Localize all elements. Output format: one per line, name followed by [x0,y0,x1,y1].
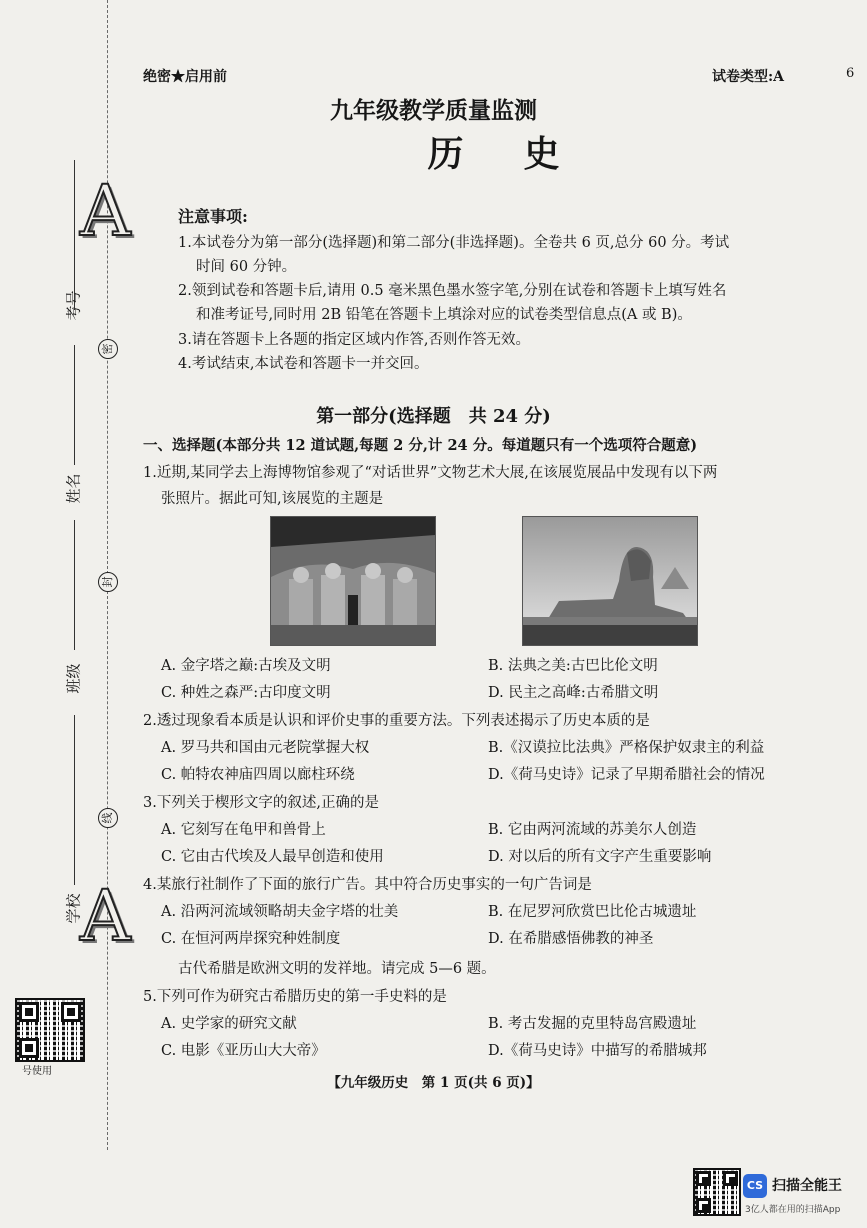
q1-photo-sphinx [522,516,698,646]
q4-stem: 4.某旅行社制作了下面的旅行广告。其中符合历史事实的一句广告词是 [143,877,592,893]
seal-xian: 线 [98,808,118,828]
q3-option-d: D. 对以后的所有文字产生重要影响 [488,849,712,865]
note-line-4: 4.考试结束,本试卷和答题卡一并交回。 [178,356,429,372]
q3-option-c: C. 它由古代埃及人最早创造和使用 [161,849,384,865]
q4-option-a: A. 沿两河流域领略胡夫金字塔的壮美 [161,904,399,920]
q5-option-d: D.《荷马史诗》中描写的希腊城邦 [488,1043,707,1059]
q5-6-intro: 古代希腊是欧洲文明的发祥地。请完成 5—6 题。 [178,961,496,977]
q1-option-a: A. 金字塔之巅:古埃及文明 [161,658,331,674]
seal-feng: 封 [98,572,118,592]
side-qr-caption: 号使用 [22,1066,52,1077]
exam-number-line [74,160,75,310]
q3-option-b: B. 它由两河流域的苏美尔人创造 [488,822,697,838]
watermark-tagline: 3亿人都在用的扫描App [745,1205,841,1215]
q4-option-c: C. 在恒河两岸探究种姓制度 [161,931,341,947]
q3-stem: 3.下列关于楔形文字的叙述,正确的是 [143,795,379,811]
q2-option-b: B.《汉谟拉比法典》严格保护奴隶主的利益 [488,740,765,756]
q5-option-c: C. 电影《亚历山大大帝》 [161,1043,326,1059]
label-class: 班级 [64,663,83,694]
q5-option-a: A. 史学家的研究文献 [161,1016,297,1032]
q5-option-b: B. 考古发掘的克里特岛宫殿遗址 [488,1016,697,1032]
q1-stem-line2: 张照片。据此可知,该展览的主题是 [161,491,384,507]
note-line-3: 3.请在答题卡上各题的指定区域内作答,否则作答无效。 [178,332,530,348]
exam-title: 九年级教学质量监测 [330,97,537,124]
label-name: 姓名 [64,473,83,504]
q1-option-d: D. 民主之高峰:古希腊文明 [488,685,659,701]
subject-title: 历 史 [427,133,560,175]
q2-option-c: C. 帕特农神庙四周以廊柱环绕 [161,767,355,783]
q1-photo-abu-simbel [270,516,436,646]
section-heading: 一、选择题(本部分共 12 道试题,每题 2 分,计 24 分。每道题只有一个选项符合题意) [143,437,698,454]
q2-stem: 2.透过现象看本质是认识和评价史事的重要方法。下列表述揭示了历史本质的是 [143,713,650,729]
note-line-1b: 时间 60 分钟。 [196,259,297,275]
secret-label: 绝密★启用前 [143,69,227,85]
school-line [74,715,75,885]
watermark-app-name: 扫描全能王 [772,1178,842,1194]
part1-title: 第一部分(选择题 共 24 分) [316,406,551,427]
q1-option-b: B. 法典之美:古巴比伦文明 [488,658,658,674]
camscanner-logo-icon: CS [743,1174,767,1198]
corner-mark: 6 [846,66,855,81]
note-line-2b: 和准考证号,同时用 2B 铅笔在答题卡上填涂对应的试卷类型信息点(A 或 B)。 [196,307,692,323]
label-school: 学校 [64,893,83,924]
q2-option-a: A. 罗马共和国由元老院掌握大权 [161,740,370,756]
label-exam-number: 考号 [64,290,83,321]
watermark-qr-code [693,1168,741,1216]
paper-type-letter-top: A [80,170,131,252]
q4-option-b: B. 在尼罗河欣赏巴比伦古城遗址 [488,904,697,920]
q4-option-d: D. 在希腊感悟佛教的神圣 [488,931,654,947]
note-line-2: 2.领到试卷和答题卡后,请用 0.5 毫米黑色墨水签字笔,分别在试卷和答题卡上填写姓名 [178,283,727,299]
page-footer: 【九年级历史 第 1 页(共 6 页)】 [327,1075,540,1091]
note-line-1: 1.本试卷分为第一部分(选择题)和第二部分(非选择题)。全卷共 6 页,总分 60 分。考试 [178,235,730,251]
seal-mi: 密 [98,339,118,359]
class-line [74,520,75,650]
q5-stem: 5.下列可作为研究古希腊历史的第一手史料的是 [143,989,447,1005]
side-qr-code [15,998,85,1062]
notes-heading: 注意事项: [178,207,248,226]
q1-option-c: C. 种姓之森严:古印度文明 [161,685,331,701]
paper-type-letter-bottom: A [80,875,131,957]
paper-type: 试卷类型:A [712,69,785,85]
q3-option-a: A. 它刻写在龟甲和兽骨上 [161,822,326,838]
q2-option-d: D.《荷马史诗》记录了早期希腊社会的情况 [488,767,765,783]
q1-stem-line1: 1.近期,某同学去上海博物馆参观了“对话世界”文物艺术大展,在该展览展品中发现有以下两 [143,465,718,481]
